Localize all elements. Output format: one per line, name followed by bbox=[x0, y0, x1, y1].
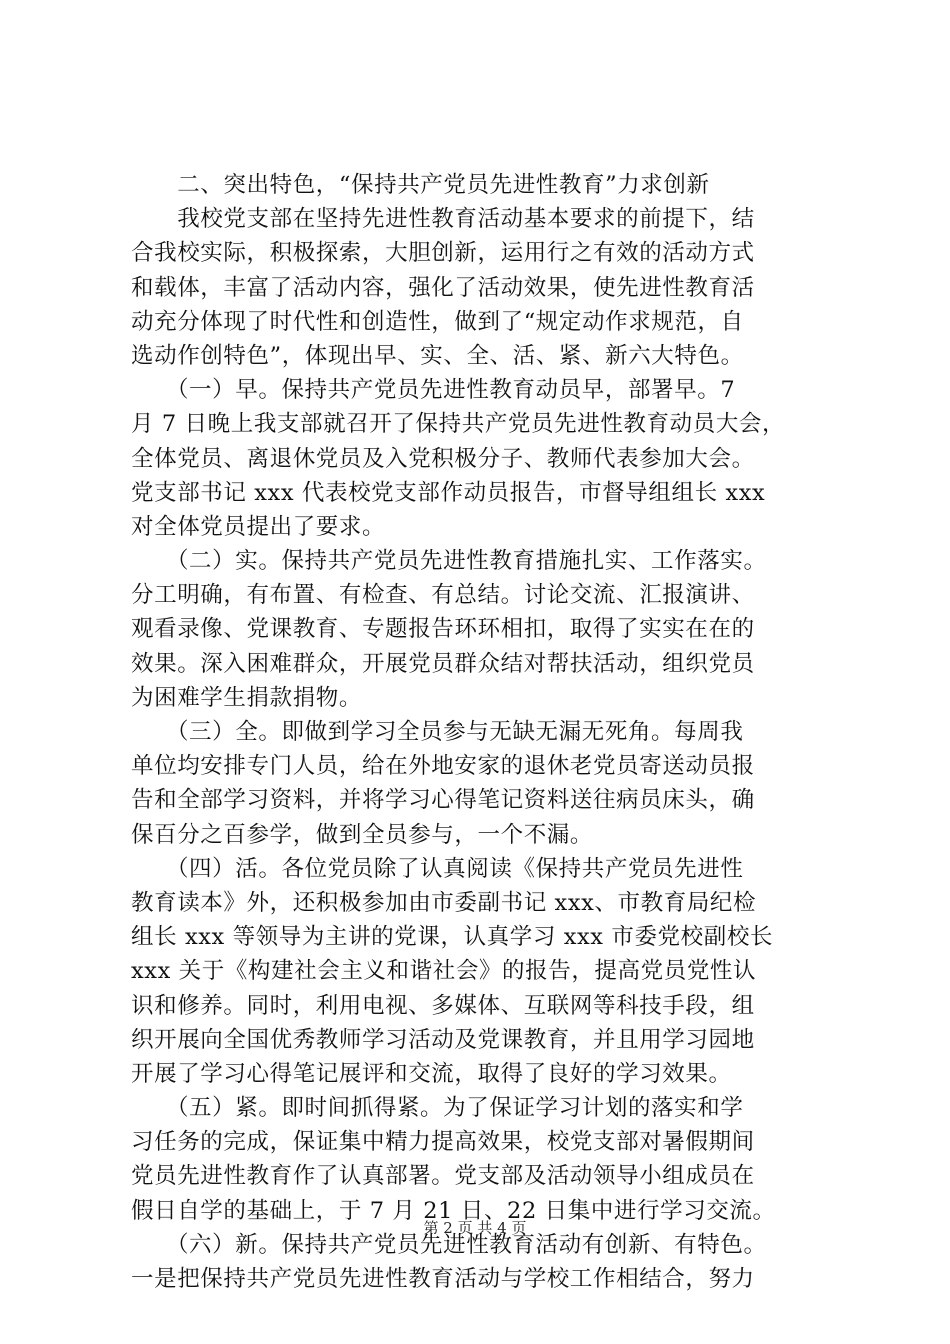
text-line: 为困难学生捐款捐物。 bbox=[131, 684, 363, 711]
text-line: 一是把保持共产党员先进性教育活动与学校工作相结合，努力 bbox=[131, 1266, 755, 1292]
text-line: 和载体，丰富了活动内容，强化了活动效果，使先进性教育活 bbox=[131, 274, 755, 301]
document-body bbox=[131, 168, 831, 1296]
text-line: （三）全。即做到学习全员参与无缺无漏无死角。每周我 bbox=[131, 719, 744, 745]
text-line: 党员先进性教育作了认真部署。党支部及活动领导小组成员在 bbox=[131, 1163, 755, 1190]
text-line: xxx 关于《构建社会主义和谐社会》的报告，提高党员党性认 bbox=[131, 958, 757, 985]
text-line: 党支部书记 xxx 代表校党支部作动员报告，市督导组组长 xxx bbox=[131, 479, 766, 506]
text-line: 单位均安排专门人员，给在外地安家的退休老党员寄送动员报 bbox=[131, 753, 755, 780]
text-line: 效果。深入困难群众，开展党员群众结对帮扶活动，组织党员 bbox=[131, 650, 755, 677]
page-number-footer: 第 2 页 共 4 页 bbox=[423, 1219, 527, 1237]
text-line: 保百分之百参学，做到全员参与，一个不漏。 bbox=[131, 821, 594, 848]
text-line: 动充分体现了时代性和创造性，做到了“规定动作求规范，自 bbox=[131, 308, 744, 335]
text-line: 告和全部学习资料，并将学习心得笔记资料送往病员床头，确 bbox=[131, 787, 755, 814]
text-line: （五）紧。即时间抓得紧。为了保证学习计划的落实和学 bbox=[131, 1095, 744, 1122]
text-line: （一）早。保持共产党员先进性教育动员早，部署早。7 bbox=[131, 377, 736, 404]
text-line: 分工明确，有布置、有检查、有总结。讨论交流、汇报演讲、 bbox=[131, 582, 755, 609]
text-line: 开展了学习心得笔记展评和交流，取得了良好的学习效果。 bbox=[131, 1060, 732, 1087]
text-line: 假日自学的基础上，于 7 月 21 日、22 日集中进行学习交流。 bbox=[131, 1197, 776, 1224]
text-line: 月 7 日晚上我支部就召开了保持共产党员先进性教育动员大会， bbox=[131, 411, 786, 438]
text-line: 我校党支部在坚持先进性教育活动基本要求的前提下，结 bbox=[131, 206, 755, 233]
text-line: 教育读本》外，还积极参加由市委副书记 xxx、市教育局纪检 bbox=[131, 889, 757, 916]
text-line: 对全体党员提出了要求。 bbox=[131, 513, 386, 540]
text-line: 选动作创特色”，体现出早、实、全、活、紧、新六大特色。 bbox=[131, 342, 744, 369]
text-line: 全体党员、离退休党员及入党积极分子、教师代表参加大会。 bbox=[131, 445, 755, 472]
text-line: （二）实。保持共产党员先进性教育措施扎实、工作落实。 bbox=[131, 548, 767, 575]
text-line: 识和修养。同时，利用电视、多媒体、互联网等科技手段，组 bbox=[131, 992, 755, 1019]
text-line: 二、突出特色，“保持共产党员先进性教育”力求创新 bbox=[131, 172, 710, 198]
text-line: 合我校实际，积极探索，大胆创新，运用行之有效的活动方式 bbox=[131, 240, 755, 267]
text-line: 组长 xxx 等领导为主讲的党课，认真学习 xxx 市委党校副校长 bbox=[131, 924, 774, 951]
text-line: （六）新。保持共产党员先进性教育活动有创新、有特色。 bbox=[131, 1231, 767, 1258]
text-line: 织开展向全国优秀教师学习活动及党课教育，并且用学习园地 bbox=[131, 1026, 755, 1053]
text-line: 观看录像、党课教育、专题报告环环相扣，取得了实实在在的 bbox=[131, 616, 755, 643]
text-line: （四）活。各位党员除了认真阅读《保持共产党员先进性 bbox=[131, 855, 744, 882]
text-line: 习任务的完成，保证集中精力提高效果，校党支部对暑假期间 bbox=[131, 1129, 755, 1156]
